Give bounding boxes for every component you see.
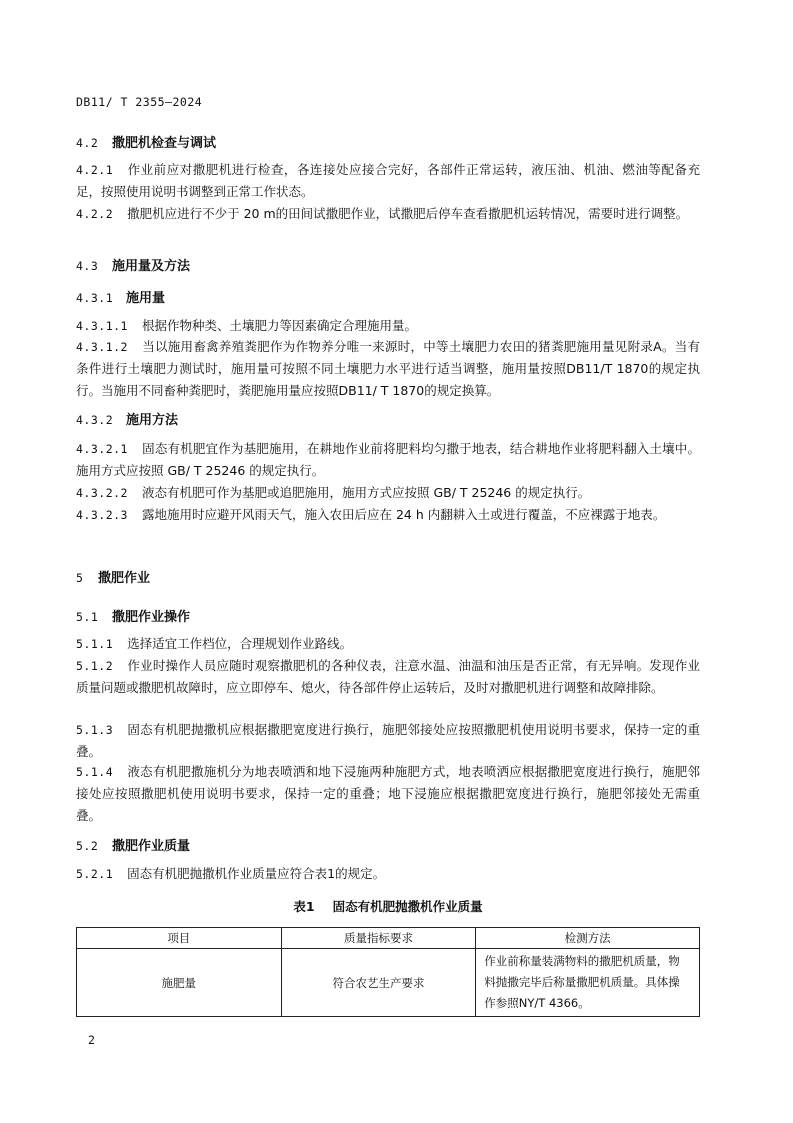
table-label: 表1 — [293, 899, 315, 914]
heading-number: 4.3.1 — [76, 291, 114, 305]
heading-number: 4.2 — [76, 136, 99, 150]
heading-title: 撒肥作业质量 — [112, 839, 191, 854]
clause-number: 5.1.2 — [76, 659, 114, 673]
clause-text: 撒肥机应进行不少于 20 m的田间试撒肥作业，试撒肥后停车查看撒肥机运转情况，需要时进行调整。 — [127, 206, 689, 221]
heading-title: 施用量 — [126, 291, 166, 306]
table-row — [77, 949, 700, 1017]
clause-number: 5.1.4 — [76, 765, 114, 779]
clause-number: 4.3.2.2 — [76, 486, 128, 500]
heading-5 — [76, 567, 700, 586]
clause-4-3-2-1 — [76, 438, 700, 482]
clause-5-1-3 — [76, 719, 700, 763]
heading-title: 撒肥作业操作 — [112, 610, 191, 625]
clause-number: 5.1.1 — [76, 637, 114, 651]
clause-4-3-1-2 — [76, 336, 700, 402]
clause-5-2-1 — [76, 863, 700, 885]
clause-4-2-2 — [76, 203, 700, 225]
table-header-row — [77, 928, 700, 949]
clause-text: 液态有机肥撒施机分为地表喷洒和地下浸施两种施肥方式，地表喷洒应根据撒肥宽度进行换行，施肥邻接处应按照撒肥机使用说明书要求，保持一定的重叠；地下浸施应根据撒肥宽度进行换行，施肥邻接处无需重叠。 — [76, 764, 700, 823]
clause-number: 5.1.3 — [76, 723, 114, 737]
cell-item: 施肥量 — [77, 949, 282, 1017]
clause-5-1-4 — [76, 761, 700, 827]
heading-number: 5.2 — [76, 839, 99, 853]
heading-4-3 — [76, 255, 700, 274]
heading-number: 4.3 — [76, 259, 99, 273]
heading-title: 撒肥作业 — [98, 571, 151, 586]
table-caption — [76, 897, 700, 915]
quality-table — [76, 927, 700, 1017]
heading-title: 施用方法 — [126, 413, 179, 428]
clause-number: 4.2.2 — [76, 207, 114, 221]
document-code: DB11/ T 2355—2024 — [76, 95, 203, 109]
clause-4-3-2-2 — [76, 482, 700, 504]
clause-text: 选择适宜工作档位，合理规划作业路线。 — [127, 636, 353, 651]
clause-number: 5.2.1 — [76, 867, 114, 881]
heading-4-3-1 — [76, 287, 700, 306]
clause-4-2-1 — [76, 159, 700, 203]
clause-text: 根据作物种类、土壤肥力等因素确定合理施用量。 — [141, 318, 417, 333]
heading-4-2 — [76, 132, 700, 151]
clause-text: 作业时操作人员应随时观察撒肥机的各种仪表，注意水温、油温和油压是否正常，有无异响。发现作业质量问题或撒肥机故障时，应立即停车、熄火，待各部件停止运转后，及时对撒肥机进行调整和故障排除。 — [76, 658, 700, 695]
clause-4-3-1-1 — [76, 315, 700, 337]
clause-text: 固态有机肥抛撒机应根据撒肥宽度进行换行，施肥邻接处应按照撒肥机使用说明书要求，保持一定的重叠。 — [76, 722, 700, 759]
clause-number: 4.3.1.1 — [76, 319, 128, 333]
column-header-item: 项目 — [77, 928, 282, 949]
clause-text: 作业前应对撒肥机进行检查，各连接处应接合完好，各部件正常运转，液压油、机油、燃油等配备充足，按照使用说明书调整到正常工作状态。 — [76, 162, 700, 199]
heading-title: 施用量及方法 — [112, 259, 191, 274]
heading-number: 5.1 — [76, 610, 99, 624]
heading-title: 撒肥机检查与调试 — [112, 136, 217, 151]
cell-requirement: 符合农艺生产要求 — [281, 949, 476, 1017]
clause-number: 4.3.1.2 — [76, 340, 128, 354]
clause-text: 固态有机肥抛撒机作业质量应符合表1的规定。 — [127, 866, 386, 881]
clause-4-3-2-3 — [76, 504, 700, 526]
heading-4-3-2 — [76, 409, 700, 428]
clause-5-1-2 — [76, 655, 700, 699]
table-title: 固态有机肥抛撒机作业质量 — [332, 899, 483, 914]
clause-text: 当以施用畜禽养殖粪肥作为作物养分唯一来源时，中等土壤肥力农田的猪粪肥施用量见附录A。当有条件进行土壤肥力测试时，施用量可按照不同土壤肥力水平进行适当调整，施用量按照DB11/T 1870的规定执行。当施用不同畜种粪肥时，粪肥施用量应按照DB11/ T 1870的规定换算。 — [76, 339, 700, 398]
clause-text: 液态有机肥可作为基肥或追肥施用，施用方式应按照 GB/ T 25246 的规定执行。 — [141, 485, 591, 500]
cell-method: 作业前称量装满物料的撒肥机质量，物料抛撒完毕后称量撒肥机质量。具体操作参照NY/T 4366。 — [476, 949, 700, 1017]
clause-text: 露地施用时应避开风雨天气，施入农田后应在 24 h 内翻耕入土或进行覆盖，不应裸露于地表。 — [141, 507, 666, 522]
heading-5-2 — [76, 835, 700, 854]
heading-number: 5 — [76, 571, 84, 585]
column-header-method: 检测方法 — [476, 928, 700, 949]
clause-text: 固态有机肥宜作为基肥施用，在耕地作业前将肥料均匀撒于地表，结合耕地作业将肥料翻入土壤中。施用方式应按照 GB/ T 25246 的规定执行。 — [76, 441, 700, 478]
column-header-requirement: 质量指标要求 — [281, 928, 476, 949]
clause-number: 4.2.1 — [76, 163, 114, 177]
clause-number: 4.3.2.1 — [76, 442, 128, 456]
clause-number: 4.3.2.3 — [76, 508, 128, 522]
heading-number: 4.3.2 — [76, 413, 114, 427]
clause-5-1-1 — [76, 633, 700, 655]
page-number: 2 — [88, 1033, 95, 1047]
heading-5-1 — [76, 606, 700, 625]
